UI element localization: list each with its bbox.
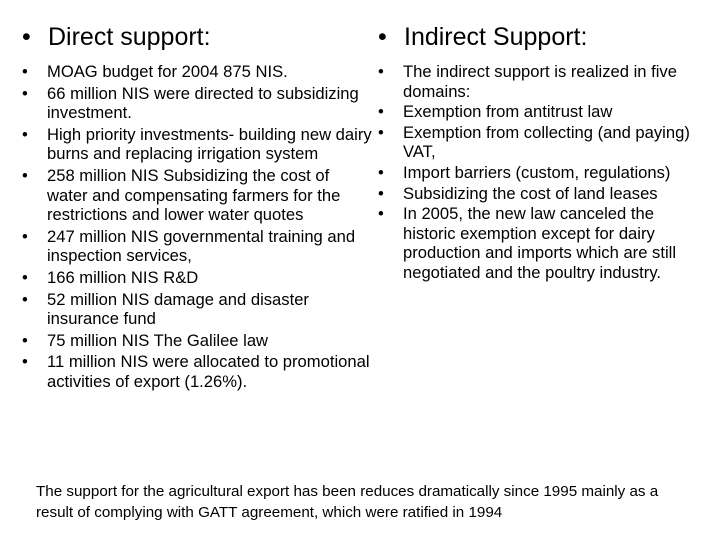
indirect-support-list	[378, 62, 700, 283]
list-item-text: Import barriers (custom, regulations)	[403, 162, 671, 182]
bullet: •	[378, 162, 384, 182]
bullet: •	[22, 83, 28, 103]
list-item-text: Subsidizing the cost of land leases	[403, 183, 658, 203]
list-item	[378, 163, 700, 183]
list-item	[22, 166, 374, 225]
bullet: •	[22, 352, 28, 372]
bullet: •	[378, 23, 387, 51]
indirect-support-title: Indirect Support:	[404, 23, 588, 51]
indirect-support-heading	[378, 18, 700, 56]
list-item	[22, 268, 374, 288]
list-item-text: 247 million NIS governmental training and inspection services,	[47, 226, 356, 266]
footer-note: The support for the agricultural export has been reduces dramatically since 1995 mainly as a result of complying with GATT agreement, which were ratified in 1994	[36, 483, 659, 521]
bullet: •	[22, 23, 31, 51]
list-item-text: 11 million NIS were allocated to promotional activities of export (1.26%).	[47, 352, 370, 391]
list-item-text: The indirect support is realized in five domains:	[403, 62, 677, 101]
list-item-text: 52 million NIS damage and disaster insurance fund	[47, 289, 309, 329]
bullet: •	[22, 289, 28, 309]
direct-support-title: Direct support:	[48, 23, 211, 51]
list-item	[378, 204, 700, 282]
list-item-text: Exemption from antitrust law	[403, 102, 613, 122]
direct-support-list	[22, 62, 374, 392]
list-item	[22, 125, 374, 164]
bullet: •	[378, 204, 384, 224]
bullet: •	[378, 62, 384, 81]
direct-support-column	[22, 18, 374, 394]
list-item	[378, 123, 700, 162]
list-item-text: 66 million NIS were directed to subsidizing investment.	[47, 83, 359, 123]
indirect-support-column	[378, 18, 700, 284]
list-item	[22, 62, 374, 82]
list-item	[22, 84, 374, 123]
list-item	[378, 62, 700, 101]
bullet: •	[378, 122, 384, 142]
list-item	[378, 184, 700, 204]
bullet: •	[22, 124, 28, 144]
list-item-text: Exemption from collecting (and paying) VAT,	[403, 122, 690, 162]
bullet: •	[22, 226, 28, 246]
list-item-text: In 2005, the new law canceled the historic exemption except for dairy production and imports which are still negotiated and the poultry industry.	[403, 204, 677, 282]
list-item	[22, 290, 374, 329]
bullet: •	[378, 183, 384, 203]
list-item	[22, 227, 374, 266]
list-item	[22, 352, 374, 391]
list-item	[378, 102, 700, 122]
direct-support-heading	[22, 18, 374, 56]
list-item	[22, 331, 374, 351]
list-item-text: 166 million NIS R&D	[47, 267, 199, 287]
list-item-text: 258 million NIS Subsidizing the cost of water and compensating farmers for the restrictions and lower water quotes	[47, 165, 341, 225]
bullet: •	[22, 165, 28, 185]
bullet: •	[378, 102, 384, 122]
bullet: •	[22, 330, 28, 350]
bullet: •	[22, 62, 28, 81]
list-item-text: MOAG budget for 2004 875 NIS.	[47, 62, 288, 81]
list-item-text: 75 million NIS The Galilee law	[47, 330, 269, 350]
bullet: •	[22, 267, 28, 287]
list-item-text: High priority investments- building new dairy burns and replacing irrigation system	[47, 124, 372, 164]
